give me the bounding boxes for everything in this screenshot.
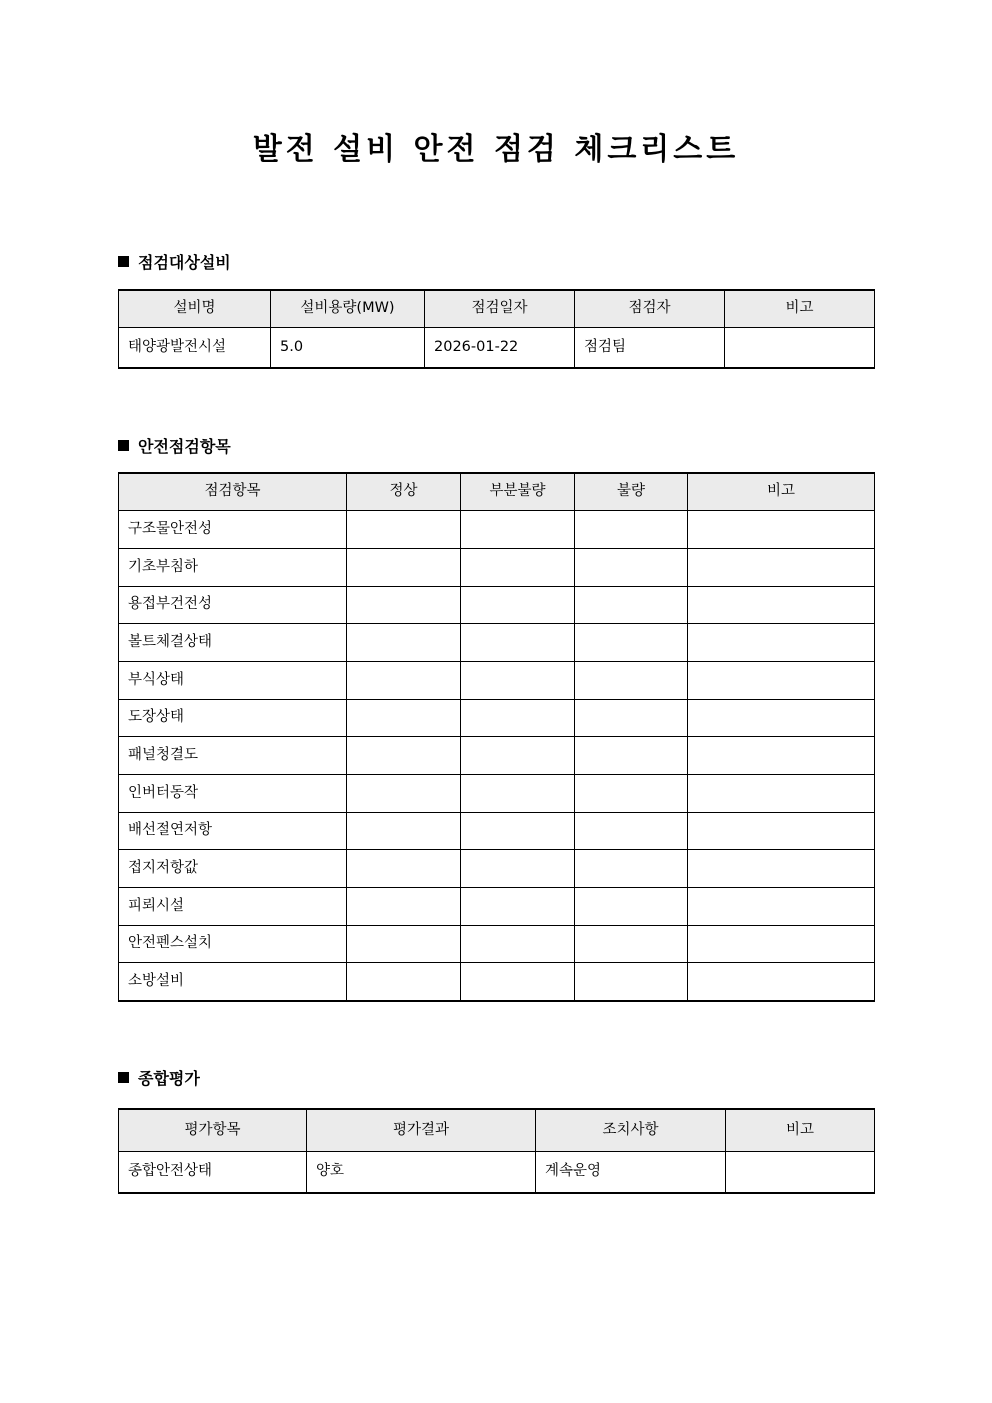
table-cell[interactable] (347, 888, 461, 926)
table-cell[interactable] (575, 812, 688, 850)
table-cell[interactable] (688, 888, 875, 926)
table-row (119, 888, 875, 926)
table-cell[interactable] (575, 661, 688, 699)
inspection-item-label: 피뢰시설 (119, 888, 347, 926)
table-row (119, 963, 875, 1001)
table-row (119, 737, 875, 775)
table-cell[interactable] (688, 925, 875, 963)
table-row (119, 850, 875, 888)
column-header: 부분불량 (461, 473, 575, 511)
inspection-item-label: 기초부침하 (119, 548, 347, 586)
table-cell[interactable] (688, 586, 875, 624)
table-row (119, 586, 875, 624)
square-bullet-icon (118, 256, 129, 267)
table-cell[interactable] (688, 699, 875, 737)
column-header: 비고 (726, 1109, 875, 1151)
table-cell[interactable] (575, 548, 688, 586)
table-cell[interactable] (575, 888, 688, 926)
table-cell[interactable] (461, 925, 575, 963)
inspection-item-label: 인버터동작 (119, 775, 347, 813)
table-cell[interactable] (726, 1151, 875, 1193)
table-row (119, 925, 875, 963)
table-cell[interactable] (347, 511, 461, 549)
table-cell[interactable] (347, 661, 461, 699)
page-title: 발전 설비 안전 점검 체크리스트 (252, 132, 740, 167)
column-header: 점검항목 (119, 473, 347, 511)
table-row (119, 548, 875, 586)
table-cell[interactable] (347, 737, 461, 775)
inspection-items-table (118, 472, 875, 1002)
table-cell[interactable] (575, 624, 688, 662)
table-cell[interactable] (575, 850, 688, 888)
table-row (119, 327, 875, 368)
table-cell[interactable] (461, 850, 575, 888)
facility-table (118, 289, 875, 369)
table-row (119, 1151, 875, 1193)
table-cell[interactable] (347, 963, 461, 1001)
table-cell[interactable] (461, 699, 575, 737)
column-header: 평가항목 (119, 1109, 307, 1151)
table-cell[interactable] (347, 812, 461, 850)
section-heading-inspection-label: 안전점검항목 (138, 437, 231, 456)
table-cell[interactable] (347, 775, 461, 813)
table-cell[interactable] (688, 963, 875, 1001)
table-cell[interactable] (725, 327, 875, 368)
table-cell[interactable] (461, 586, 575, 624)
table-row (119, 511, 875, 549)
column-header: 설비명 (119, 290, 271, 327)
table-row (119, 624, 875, 662)
table-cell[interactable] (461, 775, 575, 813)
inspection-item-label: 용접부건전성 (119, 586, 347, 624)
table-cell[interactable]: 계속운영 (536, 1151, 726, 1193)
table-cell[interactable] (347, 586, 461, 624)
table-cell[interactable]: 2026-01-22 (425, 327, 575, 368)
table-row (119, 661, 875, 699)
table-header-row (119, 1109, 875, 1151)
column-header: 점검일자 (425, 290, 575, 327)
table-cell[interactable]: 양호 (307, 1151, 536, 1193)
column-header: 정상 (347, 473, 461, 511)
table-cell[interactable] (461, 737, 575, 775)
inspection-item-label: 배선절연저항 (119, 812, 347, 850)
square-bullet-icon (118, 440, 129, 451)
section-heading-facility-label: 점검대상설비 (138, 253, 231, 272)
inspection-item-label: 도장상태 (119, 699, 347, 737)
table-cell[interactable] (461, 548, 575, 586)
square-bullet-icon (118, 1072, 129, 1083)
inspection-item-label: 패널청결도 (119, 737, 347, 775)
table-cell[interactable] (688, 511, 875, 549)
table-cell[interactable] (347, 699, 461, 737)
table-cell[interactable] (461, 888, 575, 926)
table-cell[interactable] (688, 737, 875, 775)
table-header-row (119, 290, 875, 327)
table-cell[interactable]: 점검팀 (575, 327, 725, 368)
table-cell[interactable] (461, 661, 575, 699)
column-header: 평가결과 (307, 1109, 536, 1151)
table-cell[interactable] (575, 699, 688, 737)
inspection-item-label: 소방설비 (119, 963, 347, 1001)
table-cell[interactable] (347, 548, 461, 586)
evaluation-table (118, 1108, 875, 1194)
inspection-item-label: 부식상태 (119, 661, 347, 699)
table-cell[interactable]: 태양광발전시설 (119, 327, 271, 368)
table-cell[interactable] (688, 850, 875, 888)
table-cell[interactable] (688, 624, 875, 662)
table-cell[interactable] (461, 812, 575, 850)
inspection-item-label: 접지저항값 (119, 850, 347, 888)
table-header-row (119, 473, 875, 511)
section-heading-facility (118, 250, 231, 273)
column-header: 설비용량(MW) (271, 290, 425, 327)
table-row (119, 812, 875, 850)
inspection-item-label: 안전펜스설치 (119, 925, 347, 963)
inspection-item-label: 볼트체결상태 (119, 624, 347, 662)
inspection-item-label: 구조물안전성 (119, 511, 347, 549)
table-cell[interactable]: 종합안전상태 (119, 1151, 307, 1193)
table-cell[interactable] (575, 586, 688, 624)
column-header: 불량 (575, 473, 688, 511)
section-heading-evaluation-label: 종합평가 (138, 1069, 200, 1088)
table-cell[interactable] (575, 775, 688, 813)
table-cell[interactable] (347, 624, 461, 662)
table-cell[interactable] (347, 850, 461, 888)
table-cell[interactable]: 5.0 (271, 327, 425, 368)
table-cell[interactable] (461, 624, 575, 662)
column-header: 점검자 (575, 290, 725, 327)
table-cell[interactable] (688, 548, 875, 586)
table-cell[interactable] (688, 812, 875, 850)
column-header: 비고 (725, 290, 875, 327)
table-cell[interactable] (688, 661, 875, 699)
table-cell[interactable] (575, 963, 688, 1001)
table-row (119, 699, 875, 737)
column-header: 비고 (688, 473, 875, 511)
table-cell[interactable] (347, 925, 461, 963)
table-cell[interactable] (575, 737, 688, 775)
section-heading-evaluation (118, 1066, 200, 1089)
section-heading-inspection (118, 434, 231, 457)
table-cell[interactable] (461, 511, 575, 549)
table-row (119, 775, 875, 813)
table-cell[interactable] (688, 775, 875, 813)
table-cell[interactable] (461, 963, 575, 1001)
column-header: 조치사항 (536, 1109, 726, 1151)
table-cell[interactable] (575, 925, 688, 963)
table-cell[interactable] (575, 511, 688, 549)
